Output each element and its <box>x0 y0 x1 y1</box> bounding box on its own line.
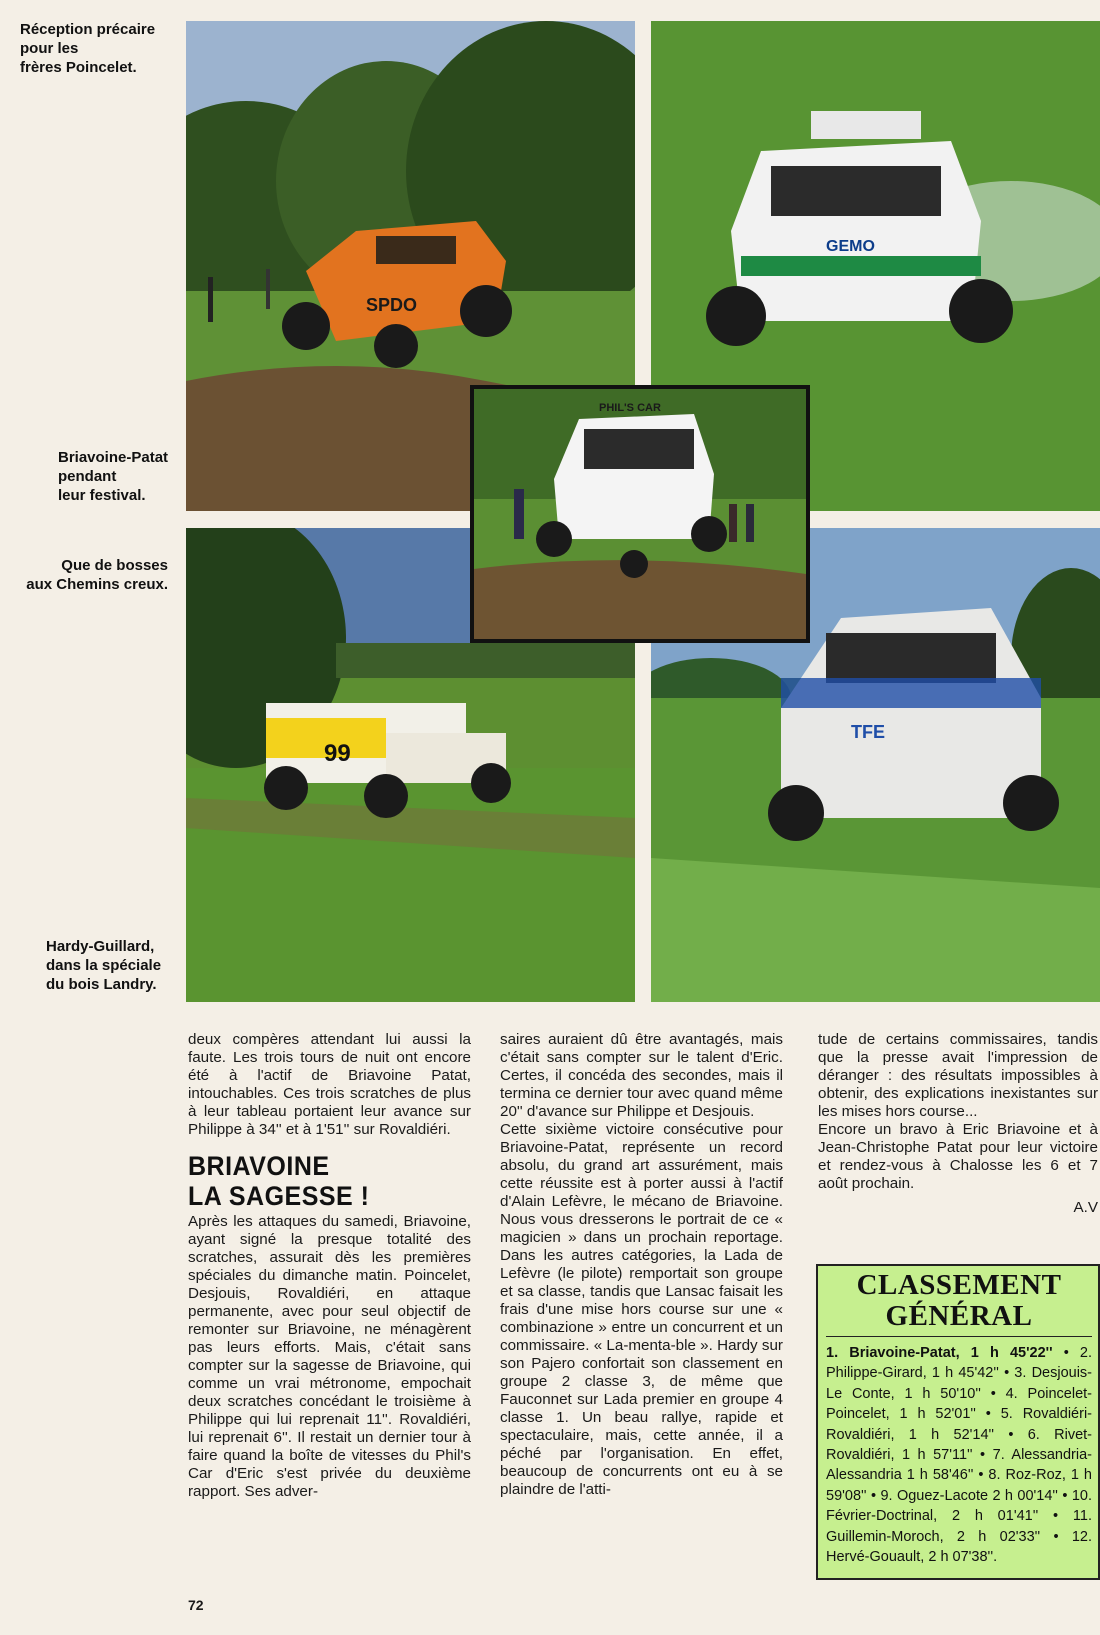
gemo-buggy-label: GEMO <box>826 238 875 255</box>
phils-car-label: PHIL'S CAR <box>599 402 661 414</box>
classement-title <box>826 1270 1092 1332</box>
page-number: 72 <box>188 1597 204 1613</box>
classement-title-line-2: GÉNÉRAL <box>885 1300 1033 1332</box>
article-body-3b: Encore un bravo à Eric Briavoine et à Jean-Christophe Patat pour leur victoire et rendez-vous à Chalosse les 6 et 7 août prochain. <box>818 1121 1098 1192</box>
article-column-2 <box>500 1031 783 1499</box>
article-intro: deux compères attendant lui aussi la faute. Les trois tours de nuit ont encore été à l'actif de Briavoine Patat, intouchables. Ces trois scratches de plus à leur tableau portaient leur avance sur Philippe à 34'' et à 1'51'' sur Rovaldiéri. <box>188 1031 471 1138</box>
article-column-3 <box>818 1031 1098 1217</box>
article-body-2b: Cette sixième victoire consécutive pour Briavoine-Patat, représente un record absolu, du grand art assurément, mais cette réussite est à porter aussi à l'actif d'Alain Lefèvre, le mécano de Briavoine. Nous vous dresserons le portrait de ce « magicien » dans un prochain reportage. Dans les autres catégories, la Lada de Lefèvre (le pilote) remportait son groupe et sa classe, tandis que Lansac faisait les frais d'une mise hors course sur une « combinazione » entre un concurrent et un commissaire. « La-menta-ble ». Hardy sur son Pajero confortait son classement en groupe 2 classe 3, de même que Fauconnet sur Lada premier en groupe 4 classe 1. Un beau rallye, rapide et spectaculaire, mais, cette année, il a péché par l'organisation. En effet, beaucoup de concurrents ont eu à se plaindre de l'atti- <box>500 1121 783 1498</box>
caption-poincelet: Réception précaire pour les frères Poincelet. <box>20 21 156 76</box>
caption-briavoine-patat: Briavoine-Patat pendant leur festival. <box>58 449 169 504</box>
article-body-1: Après les attaques du samedi, Briavoine, ayant signé la presque totalité des scratches, assurait dès les premières spéciales du dimanche matin. Poincelet, Desjouis, Rovaldiéri, en attaque permanente, avec pour seul objectif de remonter sur Briavoine, ne ménagèrent pas leurs efforts. Mais, c'était sans compter sur la sagesse de Briavoine, qui comme un vrai métronome, empochait deux scratches concédant le troisième à Philippe qui lui reprenait 11''. Rovaldiéri, lui reprenait 6''. Il restait un dernier tour à faire quand la boîte de vitesses du Phil's Car d'Eric s'est privée du deuxième rapport. Ses adver- <box>188 1213 471 1500</box>
classement-divider <box>826 1336 1092 1337</box>
photo-phils-car-jump <box>470 385 810 643</box>
classement-other-places: • 2. Philippe-Girard, 1 h 45'42'' • 3. Desjouis-Le Conte, 1 h 50'10'' • 4. Poincelet-Poincelet, 1 h 52'01'' • 5. Rovaldiéri-Rovaldiéri, 1 h 52'14'' • 6. Rivet-Rovaldiéri, 1 h 57'11'' • 7. Alessandria-Alessandria 1 h 58'46'' • 8. Roz-Roz, 1 h 59'08'' • 9. Oguez-Lacote 2 h 00'14'' • 10. Février-Doctrinal, 2 h 01'41'' • 11. Guillemin-Moroch, 2 h 02'33'' • 12. Hervé-Gouault, 2 h 07'38''. <box>826 1345 1093 1566</box>
article-signature: A.V <box>1073 1199 1098 1216</box>
classement-first-place: 1. Briavoine-Patat, 1 h 45'22'' <box>826 1345 1053 1361</box>
article-column-1 <box>188 1031 471 1501</box>
orange-buggy-label: SPDO <box>366 295 418 315</box>
headline-line-1: BRIAVOINE <box>188 1151 330 1182</box>
pajero-number: 99 <box>324 740 351 767</box>
headline-line-2: LA SAGESSE ! <box>188 1181 370 1212</box>
article-headline <box>188 1151 471 1211</box>
classement-title-line-1: CLASSEMENT <box>856 1269 1062 1301</box>
article-body-3a: tude de certains commissaires, tandis que la presse avait l'impression de déranger : des résultats impossibles à obtenir, des explications inexistantes sur les mises hors course... <box>818 1031 1098 1120</box>
article-body-2a: saires auraient dû être avantagés, mais c'était sans compter sur le talent d'Eric. Certes, il concéda des secondes, mais il termina ce dernier tour avec quand même 20'' d'avance sur Philippe et Desjouis. <box>500 1031 783 1120</box>
classement-results <box>826 1343 1092 1567</box>
tfe-buggy-label: TFE <box>851 722 885 742</box>
caption-hardy-guillard: Hardy-Guillard, dans la spéciale du bois Landry. <box>46 938 162 993</box>
classement-general-box <box>816 1264 1100 1580</box>
caption-chemins-creux: Que de bosses aux Chemins creux. <box>26 557 168 593</box>
